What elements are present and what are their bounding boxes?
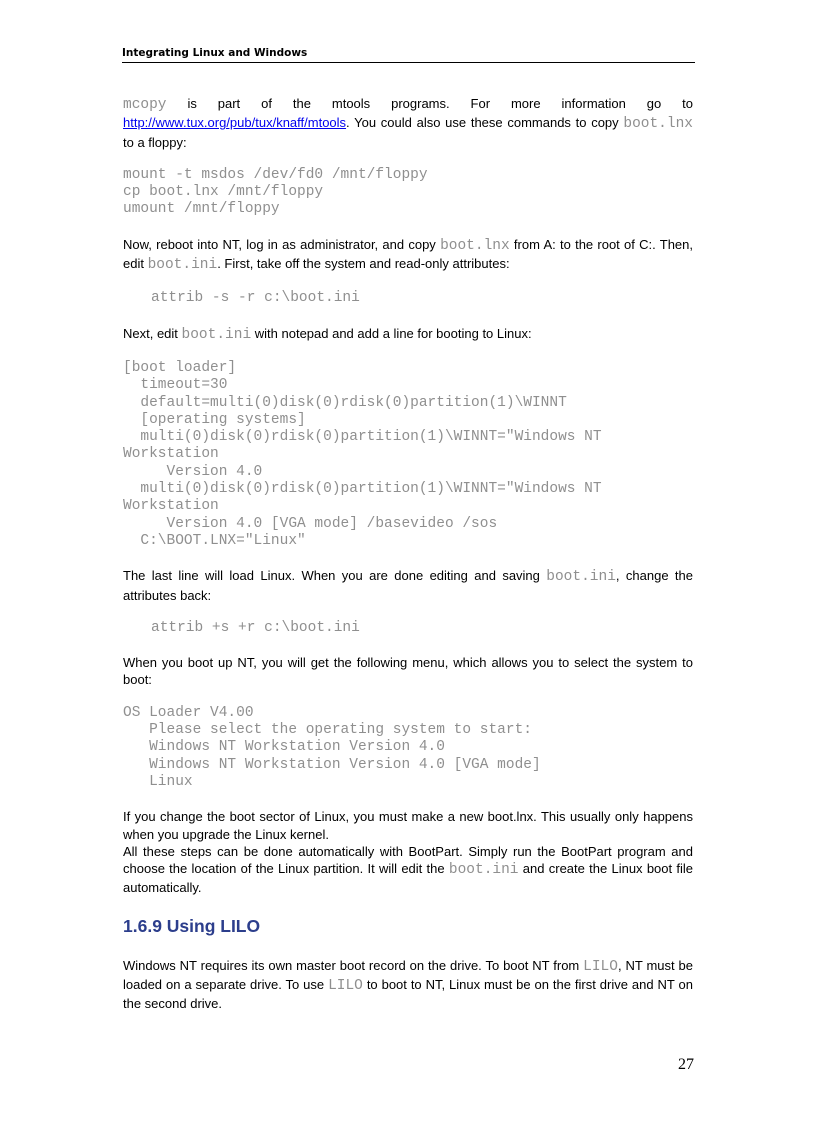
inline-code: LILO <box>328 977 363 994</box>
code-block-floppy: mount -t msdos /dev/fd0 /mnt/floppy cp boot.lnx /mnt/floppy umount /mnt/floppy <box>123 166 428 218</box>
paragraph-edit-bootini: Next, edit boot.ini with notepad and add a line for booting to Linux: <box>123 325 532 343</box>
paragraph-bootpart: All these steps can be done automatically with BootPart. Simply run the BootPart program and choose the location of the Linux partition. It will edit the boot.ini and create the Linux boot file automatically. <box>123 843 693 896</box>
inline-code: LILO <box>583 958 618 975</box>
paragraph-lilo: Windows NT requires its own master boot record on the drive. To boot NT from LILO, NT must be loaded on a separate drive. To use LILO to boot to NT, Linux must be on the first drive and NT on the second drive. <box>123 957 693 1012</box>
inline-code: mcopy <box>123 97 167 113</box>
mtools-link[interactable]: http://www.tux.org/pub/tux/knaff/mtools <box>123 115 347 131</box>
section-heading-lilo: 1.6.9 Using LILO <box>123 915 261 936</box>
inline-code: boot.ini <box>181 326 252 343</box>
code-block-attrib-restore: attrib +s +r c:\boot.ini <box>151 619 360 636</box>
inline-code: boot.ini <box>147 257 218 274</box>
inline-code: boot.lnx <box>623 116 693 133</box>
page-content <box>123 95 693 1013</box>
inline-code: boot.ini <box>546 569 616 586</box>
paragraph-last-line: The last line will load Linux. When you are done editing and saving boot.ini, change the attributes back: <box>123 568 693 603</box>
paragraph-mcopy: mcopy is part of the mtools programs. For more information go to http://www.tux.org/pub/tux/knaff/mtools. You could also use these commands to copy boot.lnx to a floppy: <box>123 96 693 150</box>
code-block-attrib-remove: attrib -s -r c:\boot.ini <box>151 290 360 307</box>
paragraph-boot-sector: If you change the boot sector of Linux, you must make a new boot.lnx. This usually only happens when you upgrade the Linux kernel. <box>123 809 693 842</box>
inline-code: boot.ini <box>448 862 519 879</box>
code-block-os-loader: OS Loader V4.00 Please select the operating system to start: Windows NT Workstation Version 4.0 Windows NT Workstation Version 4.0 [VGA mode] Linux <box>123 704 541 790</box>
page-number: 27 <box>678 1056 694 1073</box>
code-block-bootini: [boot loader] timeout=30 default=multi(0)disk(0)rdisk(0)partition(1)\WINNT [operating systems] multi(0)disk(0)rdisk(0)partition(1)\WINNT="Windows NT Workstation Version 4.0 multi(0)disk(0)rdisk(0)partition(1)\WINNT="Windows NT Workstation Version 4.0 [VGA mode] /basevideo /sos C:\BOOT.LNX="Linux" <box>123 359 602 549</box>
running-header: Integrating Linux and Windows <box>122 47 695 63</box>
paragraph-boot-menu: When you boot up NT, you will get the following menu, which allows you to select the system to boot: <box>123 655 693 688</box>
inline-code: boot.lnx <box>440 237 510 254</box>
paragraph-reboot: Now, reboot into NT, log in as administrator, and copy boot.lnx from A: to the root of C:. Then, edit boot.ini. First, take off the system and read-only attributes: <box>123 236 693 274</box>
